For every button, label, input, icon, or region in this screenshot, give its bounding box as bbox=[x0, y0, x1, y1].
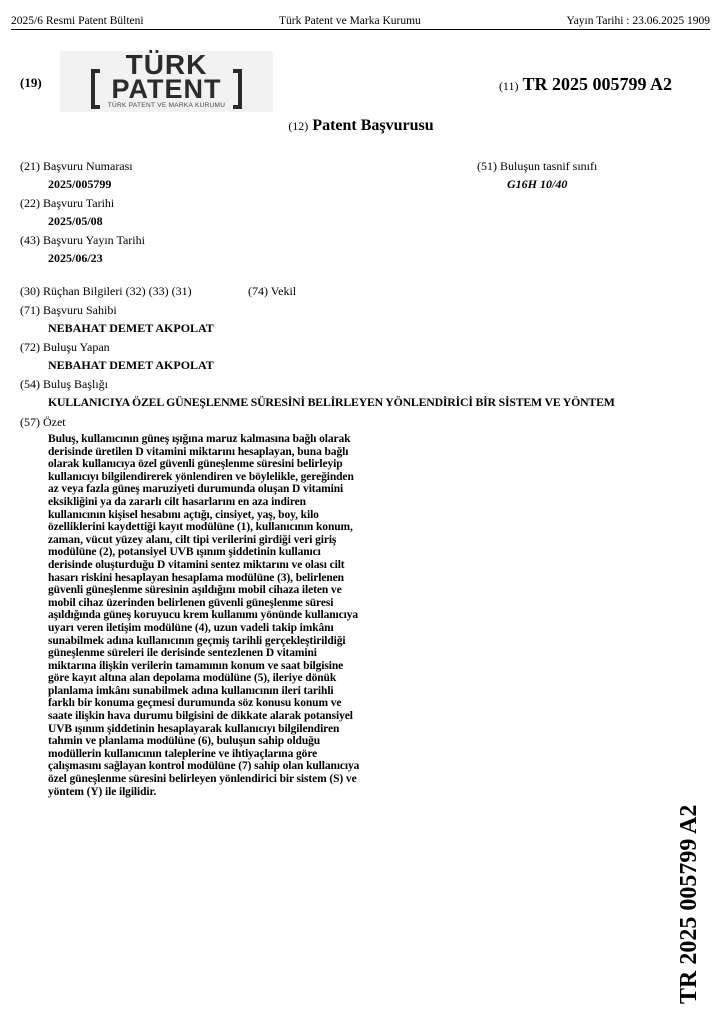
inventor-value: NEBAHAT DEMET AKPOLAT bbox=[48, 358, 214, 372]
application-date-value: 2025/05/08 bbox=[48, 214, 103, 228]
publication-number bbox=[499, 74, 672, 95]
country-code-label: (19) bbox=[20, 75, 42, 90]
classification-value: G16H 10/40 bbox=[507, 177, 568, 191]
logo-line2: PATENT bbox=[111, 74, 222, 104]
bulletin-header bbox=[11, 14, 710, 30]
document-type-code: (12) bbox=[288, 119, 309, 133]
classification-label: (51) Buluşun tasnif sınıfı bbox=[477, 159, 598, 173]
invention-title-label: (54) Buluş Başlığı bbox=[20, 377, 109, 391]
application-number-value: 2025/005799 bbox=[48, 177, 112, 191]
logo-subtitle: TÜRK PATENT VE MARKA KURUMU bbox=[107, 102, 226, 109]
application-date-label: (22) Başvuru Tarihi bbox=[20, 196, 115, 210]
publication-date-label: (43) Başvuru Yayın Tarihi bbox=[20, 233, 145, 247]
invention-title-value: KULLANICIYA ÖZEL GÜNEŞLENME SÜRESİNİ BELİRLEYEN YÖNLENDİRİCİ BİR SİSTEM VE YÖNTEM bbox=[48, 395, 615, 409]
application-number-label: (21) Başvuru Numarası bbox=[20, 159, 133, 173]
side-publication-number: TR 2025 005799 A2 bbox=[676, 804, 702, 1004]
turk-patent-logo bbox=[60, 51, 273, 112]
abstract-text: Buluş, kullanıcının güneş ışığına maruz kalmasına bağlı olarak derisinde üretilen D vitamini miktarını hesaplayan, buna bağlı olarak kullanıcıya özel güvenli güneşlenme süresini belirleyip kullanıcıyı bilgilendirerek yönlendiren ve böylelikle, gereğinden az veya fazla güneş maruziyeti durumunda oluşan D vitamini eksikliğini ya da zararlı cilt hasarlarını en aza indiren kullanıcının kişisel hesabını açtığı, cinsiyet, yaş, boy, kilo özelliklerini kaydettiği kayıt modülüne (1), kullanıcının konum, zaman, vücut yüzey alanı, cilt tipi verilerini girdiği veri giriş modülüne (2), potansiyel UVB ışınım şiddetinin kullanıcı derisinde oluşturduğu D vitamini sentez miktarını ve olası cilt hasarı riskini hesaplayan hesaplama modülüne (3), belirlenen güvenli güneşlenme süresinin aşıldığını mobil cihaza ileten ve mobil cihaz üzerinden belirlenen güvenli güneşlenme süresi aşıldığında güneş koruyucu krem kullanımı yönünde kullanıcıya uyarı veren iletişim modülüne (4), uzun vadeli takip imkânı sunabilmek adına kullanıcının geçmiş tarihli gerçekleştirildiği güneşlenme süreleri ile derisinde sentezlenen D vitamini miktarına ilişkin verilerin tamamının konum ve saat bilgisine göre kayıt altına alan depolama modülüne (5), ileriye dönük planlama imkânı sunabilmek adına kullanıcının ileri tarihli farklı bir konuma geçmesi durumunda söz konusu konum ve saate ilişkin hava durumu bilgisini de dikkate alarak potansiyel UVB ışınım şiddetinin hesaplayarak kullanıcıyı bilgilendiren tahmin ve planlama modülüne (6), buluşun sahip olduğu modüllerin kullanıcının taleplerine ve ihtiyaçlarına göre çalışmasını sağlayan kontrol modülüne (7) sahip olan kullanıcıya özel güneşlenme süresini belirleyen yönlendirici bir sistem (S) ve yöntem (Y) ile ilgilidir. bbox=[48, 433, 360, 798]
publication-number-value: TR 2025 005799 A2 bbox=[522, 74, 672, 94]
applicant-value: NEBAHAT DEMET AKPOLAT bbox=[48, 321, 214, 335]
publication-date-page: Yayın Tarihi : 23.06.2025 1909 bbox=[566, 15, 710, 27]
document-type bbox=[0, 117, 722, 135]
publication-date-value: 2025/06/23 bbox=[48, 251, 103, 265]
agent-label: (74) Vekil bbox=[248, 284, 297, 298]
logo-line1: TÜRK bbox=[125, 49, 208, 80]
institution-name: Türk Patent ve Marka Kurumu bbox=[279, 15, 421, 27]
applicant-label: (71) Başvuru Sahibi bbox=[20, 303, 117, 317]
bulletin-issue: 2025/6 Resmi Patent Bülteni bbox=[11, 15, 144, 27]
priority-label: (30) Rüçhan Bilgileri (32) (33) (31) bbox=[20, 284, 192, 298]
abstract-label: (57) Özet bbox=[20, 415, 66, 429]
document-type-label: Patent Başvurusu bbox=[312, 117, 434, 134]
inventor-label: (72) Buluşu Yapan bbox=[20, 340, 110, 354]
publication-code: (11) bbox=[498, 79, 519, 93]
